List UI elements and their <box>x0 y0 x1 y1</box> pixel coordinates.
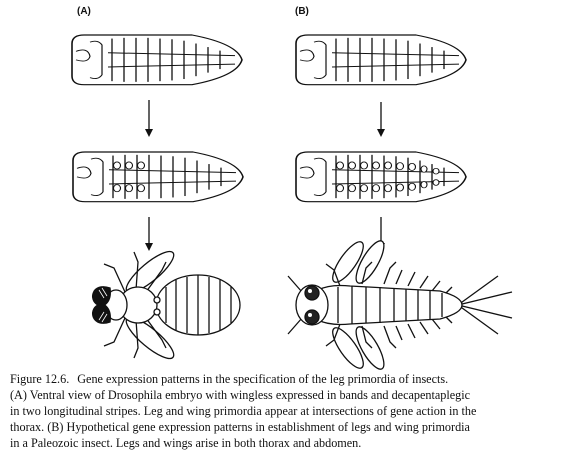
caption-line-2: (A) Ventral view of Drosophila embryo with wingless expressed in bands and decapentaplegic <box>10 388 471 402</box>
caption-label: Figure 12.6. <box>10 372 70 386</box>
embryo-a-bands <box>72 35 242 85</box>
arrow-a-1 <box>145 100 153 137</box>
arrow-a-2 <box>145 217 153 251</box>
embryo-a-primordia <box>73 152 243 202</box>
caption-line-1 <box>10 371 580 387</box>
panel-label-b: (B) <box>295 6 309 17</box>
embryo-b-bands <box>296 35 466 85</box>
caption-line-5: in a Paleozoic insect. Legs and wings arise in both thorax and abdomen. <box>10 436 362 450</box>
adult-fly-a <box>93 246 240 364</box>
caption-line-4: thorax. (B) Hypothetical gene expression patterns in establishment of legs and wing primordia <box>10 420 470 434</box>
embryo-b-primordia <box>296 152 466 202</box>
paleozoic-insect-b <box>288 237 512 373</box>
caption-line-3: in two longitudinal stripes. Leg and wing primordia appear at intersections of gene action in the <box>10 404 477 418</box>
arrow-b-1 <box>377 102 385 137</box>
caption-title: Gene expression patterns in the specification of the leg primordia of insects. <box>77 372 449 386</box>
figure-caption <box>10 371 580 451</box>
panel-label-a: (A) <box>77 6 91 17</box>
